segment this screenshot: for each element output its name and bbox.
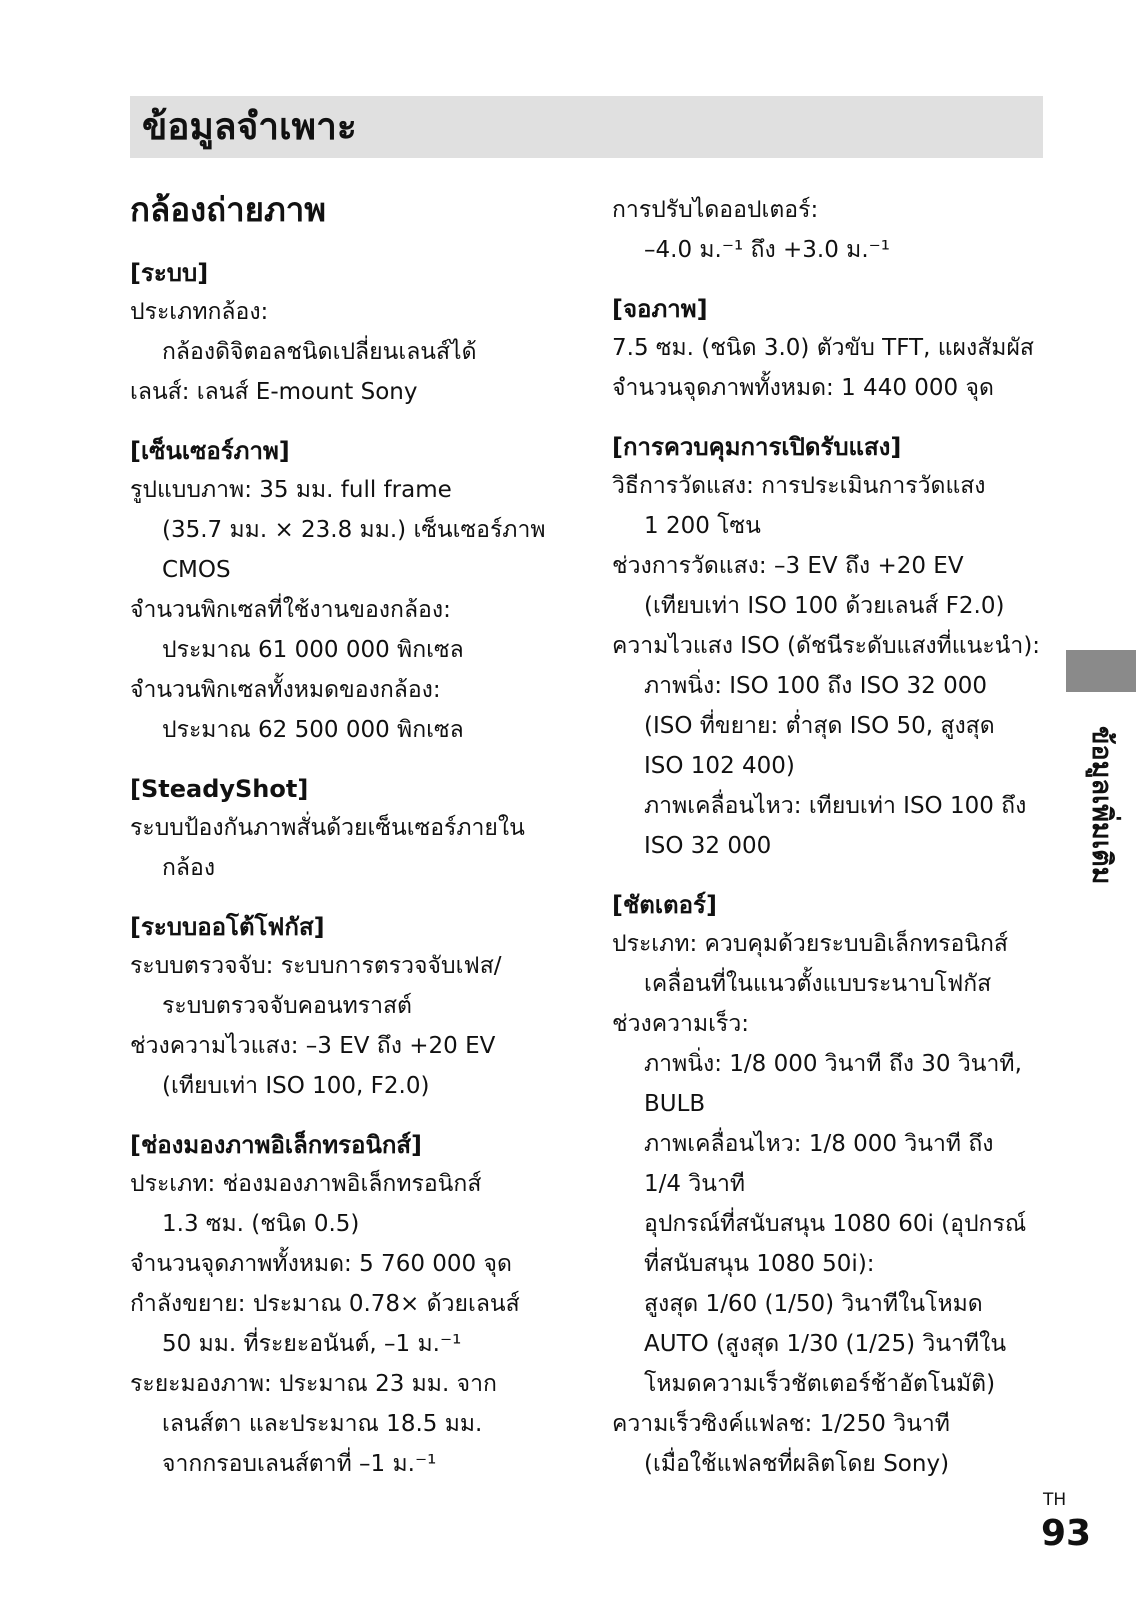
spec-section-title: [การควบคุมการเปิดรับแสง]: [612, 433, 902, 461]
spec-line: AUTO (สูงสุด 1/30 (1/25) วินาทีใน: [644, 1331, 1007, 1357]
spec-line: CMOS: [162, 557, 231, 583]
spec-line: ระบบตรวจจับ: ระบบการตรวจจับเฟส/: [130, 953, 502, 979]
page-language-code: TH: [1043, 1490, 1067, 1510]
spec-section: [612, 290, 1037, 408]
spec-line: ประเภท: ควบคุมด้วยระบบอิเล็กทรอนิกส์: [612, 931, 1008, 957]
spec-line: ช่วงความเร็ว:: [612, 1011, 750, 1037]
spec-line: (เทียบเท่า ISO 100 ด้วยเลนส์ F2.0): [644, 593, 1005, 619]
spec-line: อุปกรณ์ที่สนับสนุน 1080 60i (อุปกรณ์: [644, 1211, 1027, 1237]
spec-section-title: [ช่องมองภาพอิเล็กทรอนิกส์]: [130, 1131, 422, 1159]
spec-line: สูงสุด 1/60 (1/50) วินาทีในโหมด: [644, 1291, 983, 1317]
spec-section: [130, 432, 585, 750]
spec-line: ระบบตรวจจับคอนทราสต์: [162, 993, 412, 1019]
spec-line: ISO 32 000: [644, 833, 772, 859]
spec-line: (เมื่อใช้แฟลชที่ผลิตโดย Sony): [644, 1451, 950, 1477]
spec-section-title: [ชัตเตอร์]: [612, 891, 717, 919]
spec-section-title: [เซ็นเซอร์ภาพ]: [130, 437, 290, 465]
spec-line: เลนส์: เลนส์ E-mount Sony: [130, 379, 418, 405]
spec-line: ISO 102 400): [644, 753, 795, 779]
spec-line: ความไวแสง ISO (ดัชนีระดับแสงที่แนะนำ):: [612, 633, 1041, 659]
spec-line: –4.0 ม.⁻¹ ถึง +3.0 ม.⁻¹: [644, 237, 890, 263]
spec-section-title: [ระบบออโต้โฟกัส]: [130, 913, 325, 941]
spec-line: เคลื่อนที่ในแนวตั้งแบบระนาบโฟกัส: [644, 971, 992, 997]
spec-line: ระบบป้องกันภาพสั่นด้วยเซ็นเซอร์ภายใน: [130, 815, 525, 841]
left-column: [130, 190, 585, 1504]
spec-section: [130, 908, 585, 1106]
spec-line: โหมดความเร็วชัตเตอร์ช้าอัตโนมัติ): [644, 1371, 996, 1397]
spec-line: ที่สนับสนุน 1080 50i):: [644, 1251, 875, 1277]
spec-line: 50 มม. ที่ระยะอนันต์, –1 ม.⁻¹: [162, 1331, 462, 1357]
spec-line: จำนวนพิกเซลทั้งหมดของกล้อง:: [130, 677, 441, 703]
spec-line: ประเภทกล้อง:: [130, 299, 269, 325]
spec-section: [612, 428, 1041, 866]
spec-line: ช่วงความไวแสง: –3 EV ถึง +20 EV: [130, 1033, 496, 1059]
spec-line: ช่วงการวัดแสง: –3 EV ถึง +20 EV: [612, 553, 964, 579]
spec-line: รูปแบบภาพ: 35 มม. full frame: [130, 477, 452, 503]
left-spec-sections: [130, 254, 585, 1484]
spec-line: 1/4 วินาที: [644, 1171, 746, 1197]
spec-line: (ISO ที่ขยาย: ต่ำสุด ISO 50, สูงสุด: [644, 713, 995, 739]
right-spec-sections: [612, 190, 1041, 1484]
spec-line: กล้องดิจิตอลชนิดเปลี่ยนเลนส์ได้: [162, 339, 477, 365]
spec-line: ภาพนิ่ง: 1/8 000 วินาที ถึง 30 วินาที,: [644, 1051, 1022, 1077]
spec-section: [130, 254, 585, 412]
side-chapter-label-text: ข้อมูลเพิ่มเติม: [1086, 726, 1117, 885]
spec-line: ภาพเคลื่อนไหว: เทียบเท่า ISO 100 ถึง: [644, 793, 1027, 819]
spec-line: เลนส์ตา และประมาณ 18.5 มม.: [162, 1411, 483, 1437]
spec-line: ความเร็วซิงค์แฟลช: 1/250 วินาที: [612, 1411, 950, 1437]
spec-line: วิธีการวัดแสง: การประเมินการวัดแสง: [612, 473, 986, 499]
spec-line: ระยะมองภาพ: ประมาณ 23 มม. จาก: [130, 1371, 497, 1397]
spec-line: กำลังขยาย: ประมาณ 0.78× ด้วยเลนส์: [130, 1291, 520, 1317]
chapter-tab-marker: [1066, 650, 1136, 692]
spec-line: ภาพเคลื่อนไหว: 1/8 000 วินาที ถึง: [644, 1131, 994, 1157]
spec-section: [130, 1126, 585, 1484]
page-number: 93: [1041, 1513, 1092, 1554]
spec-section-title: [ระบบ]: [130, 259, 209, 287]
spec-section: [612, 190, 1037, 270]
spec-line: (35.7 มม. × 23.8 มม.) เซ็นเซอร์ภาพ: [162, 517, 546, 543]
spec-line: กล้อง: [162, 855, 216, 881]
spec-line: จำนวนจุดภาพทั้งหมด: 5 760 000 จุด: [130, 1251, 512, 1277]
right-column: [612, 190, 1041, 1504]
spec-line: (เทียบเท่า ISO 100, F2.0): [162, 1073, 430, 1099]
page-title-bar: [130, 96, 1043, 158]
spec-line: การปรับไดออปเตอร์:: [612, 197, 819, 223]
camera-heading: กล้องถ่ายภาพ: [130, 190, 327, 229]
spec-line: BULB: [644, 1091, 706, 1117]
spec-section: [130, 770, 585, 888]
spec-line: ประมาณ 61 000 000 พิกเซล: [162, 637, 464, 663]
spec-line: ประเภท: ช่องมองภาพอิเล็กทรอนิกส์: [130, 1171, 482, 1197]
spec-section-title: [SteadyShot]: [130, 775, 309, 803]
spec-line: 7.5 ซม. (ชนิด 3.0) ตัวขับ TFT, แผงสัมผัส: [612, 335, 1034, 361]
spec-line: จากกรอบเลนส์ตาที่ –1 ม.⁻¹: [162, 1451, 437, 1477]
page-title: ข้อมูลจำเพาะ: [142, 105, 357, 148]
spec-line: ประมาณ 62 500 000 พิกเซล: [162, 717, 464, 743]
spec-line: จำนวนจุดภาพทั้งหมด: 1 440 000 จุด: [612, 375, 994, 401]
spec-line: 1 200 โซน: [644, 513, 761, 539]
spec-section: [612, 886, 1037, 1484]
spec-line: จำนวนพิกเซลที่ใช้งานของกล้อง:: [130, 597, 451, 623]
spec-line: 1.3 ซม. (ชนิด 0.5): [162, 1211, 360, 1237]
spec-line: ภาพนิ่ง: ISO 100 ถึง ISO 32 000: [644, 673, 988, 699]
spec-section-title: [จอภาพ]: [612, 295, 708, 323]
